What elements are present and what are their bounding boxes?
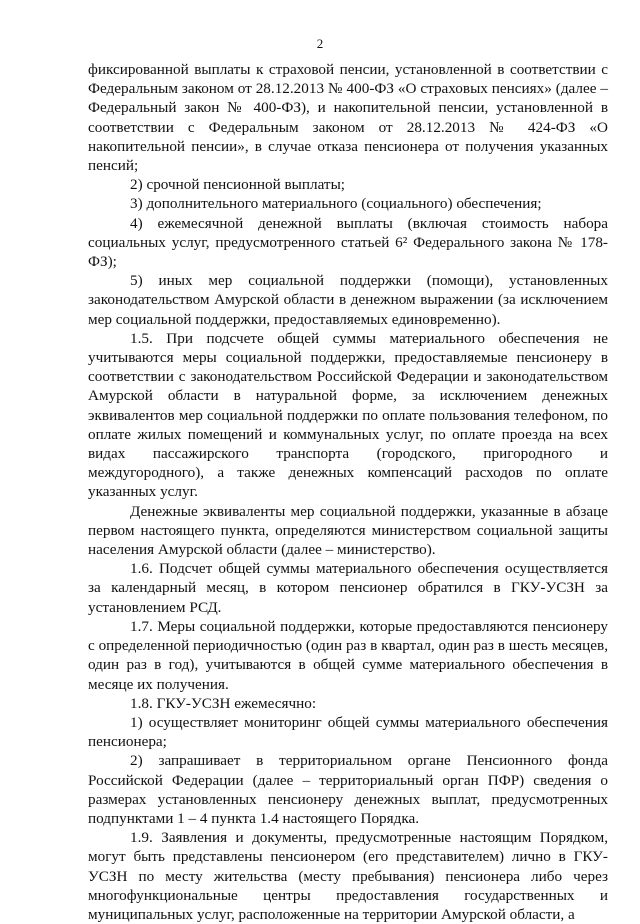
paragraph: 1.5. При подсчете общей суммы материального обеспечения не учитываются меры социальной поддержки, предоставляемые пенсионеру в соответствии с законодательством Российской Федерации и законодательством Амурской области в натуральной форме, за исключением денежных эквивалентов мер социальной поддержки по оплате пользования телефоном, по оплате жилых помещений и коммунальных услуг, по оплате проезда на всех видах пассажирского транспорта (городского, пригородного и междугородного), а также денежных компенсаций расходов по оплате указанных услуг.: [88, 329, 608, 501]
paragraph: 3) дополнительного материального (социального) обеспечения;: [130, 195, 542, 213]
page-number: 2: [316, 36, 324, 51]
paragraph: 2) срочной пенсионной выплаты;: [130, 176, 345, 194]
document-body: [88, 60, 608, 924]
paragraph: 1.8. ГКУ-УСЗН ежемесячно:: [130, 694, 317, 712]
paragraph: 1) осуществляет мониторинг общей суммы материального обеспечения пенсионера;: [88, 713, 608, 751]
paragraph: 2) запрашивает в территориальном органе Пенсионного фонда Российской Федерации (далее – территориальный орган ПФР) сведения о размерах установленных пенсионеру денежных выплат, предусмотренных подпунктами 1 – 4 пункта 1.4 настоящего Порядка.: [88, 752, 608, 827]
paragraph: 1.6. Подсчет общей суммы материального обеспечения осуществляется за календарный месяц, в котором пенсионер обратился в ГКУ-УСЗН за установлением РСД.: [88, 560, 608, 616]
paragraph: фиксированной выплаты к страховой пенсии, установленной в соответствии с Федеральным законом от 28.12.2013 № 400-ФЗ «О страховых пенсиях» (далее – Федеральный закон № 400-ФЗ), и накопительной пенсии, установленной в соответствии с Федеральным законом от 28.12.2013 № 424-ФЗ «О накопительной пенсии», в случае отказа пенсионера от получения указанных пенсий;: [88, 61, 608, 175]
paragraph: 1.9. Заявления и документы, предусмотренные настоящим Порядком, могут быть представлены пенсионером (его представителем) лично в ГКУ-УСЗН по месту жительства (месту пребывания) пенсионера либо через многофункциональные центры предоставления государственных и муниципальных услуг, расположенные на территории Амурской области, а: [88, 829, 608, 923]
paragraph: 1.7. Меры социальной поддержки, которые предоставляются пенсионеру с определенной периодичностью (один раз в квартал, один раз в шесть месяцев, один раз в год), учитываются в общей сумме материального обеспечения в месяце их получения.: [88, 617, 608, 693]
paragraph: Денежные эквиваленты мер социальной поддержки, указанные в абзаце первом настоящего пункта, определяются министерством социальной защиты населения Амурской области (далее – министерство).: [88, 502, 608, 559]
paragraph: 5) иных мер социальной поддержки (помощи), установленных законодательством Амурской области в денежном выражении (за исключением мер социальной поддержки, предоставляемых единовременно).: [88, 272, 608, 328]
paragraph: 4) ежемесячной денежной выплаты (включая стоимость набора социальных услуг, предусмотренного статьей 6² Федерального закона № 178-ФЗ);: [88, 214, 608, 271]
